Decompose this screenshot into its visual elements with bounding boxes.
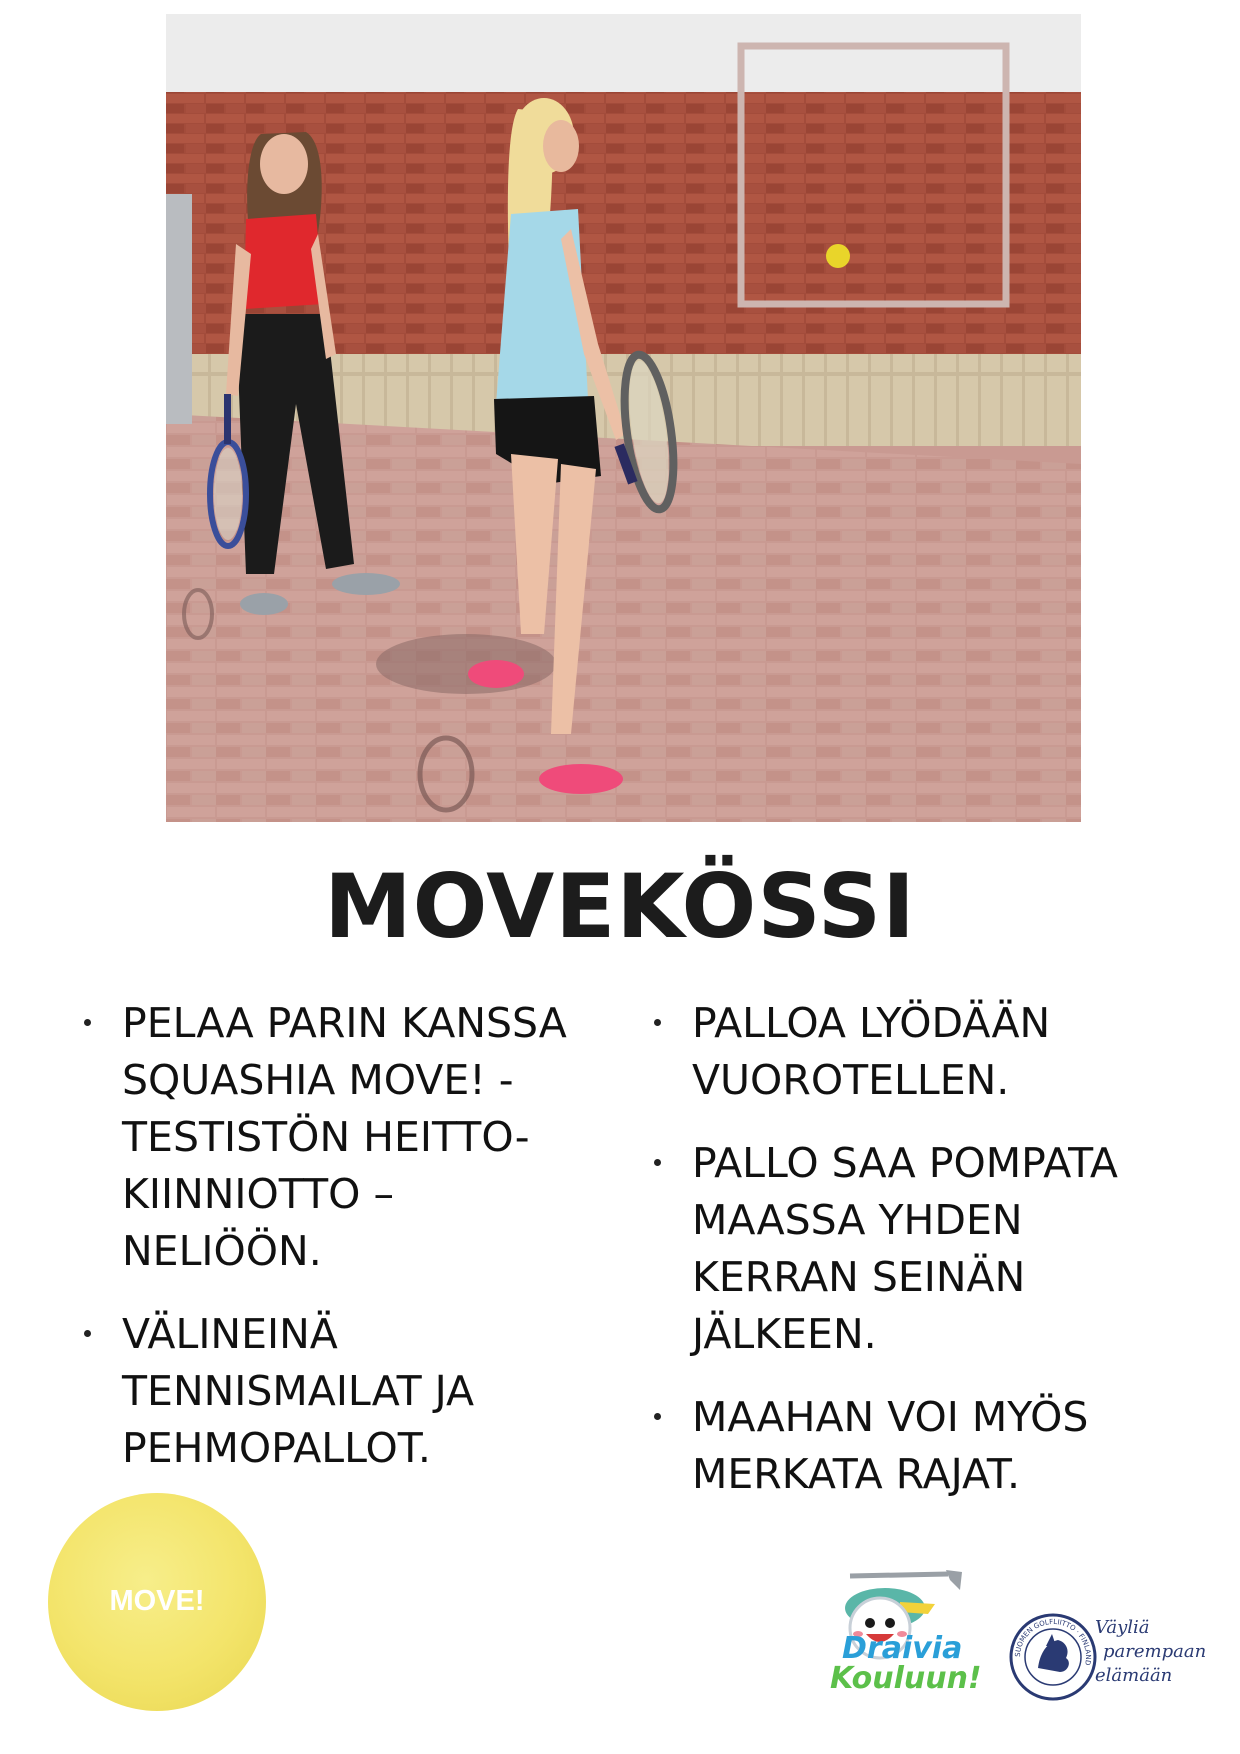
draivia-kouluun-logo bbox=[830, 1568, 980, 1700]
slogan bbox=[1095, 1616, 1235, 1688]
bullet-icon bbox=[84, 1019, 91, 1026]
list-item bbox=[78, 995, 598, 1280]
draivia-logo-line1: Draivia bbox=[842, 1631, 963, 1666]
ball-label: MOVE! bbox=[109, 1585, 205, 1617]
slogan-line-2: parempaan bbox=[1103, 1641, 1207, 1662]
list-item-text: PALLOA LYÖDÄÄN VUOROTELLEN. bbox=[692, 999, 1051, 1104]
list-item-text: PALLO SAA POMPATA MAASSA YHDEN KERRAN SEINÄN JÄLKEEN. bbox=[692, 1139, 1118, 1358]
bullet-icon bbox=[84, 1330, 91, 1337]
golf-federation-ring-text: SUOMEN GOLFLIITTO · FINLAND bbox=[1013, 1617, 1093, 1666]
hero-photo bbox=[166, 14, 1081, 822]
golf-federation-logo bbox=[1008, 1612, 1098, 1702]
golf-federation-seal-icon bbox=[1008, 1612, 1098, 1702]
list-item-text: PELAA PARIN KANSSA SQUASHIA MOVE! - TESTISTÖN HEITTO-KIINNIOTTO – NELIÖÖN. bbox=[122, 999, 567, 1275]
left-column bbox=[78, 995, 598, 1503]
list-item bbox=[648, 1389, 1168, 1503]
move-ball-logo bbox=[48, 1493, 266, 1711]
draivia-logo-line2: Kouluun! bbox=[830, 1661, 982, 1696]
right-bullet-list bbox=[648, 995, 1168, 1503]
left-bullet-list bbox=[78, 995, 598, 1477]
bullet-icon bbox=[654, 1159, 661, 1166]
bullet-icon bbox=[654, 1413, 661, 1420]
list-item bbox=[78, 1306, 598, 1477]
list-item-text: VÄLINEINÄ TENNISMAILAT JA PEHMOPALLOT. bbox=[122, 1310, 475, 1472]
right-column bbox=[648, 995, 1168, 1529]
list-item bbox=[648, 1135, 1168, 1363]
slogan-line-3: elämään bbox=[1095, 1665, 1173, 1686]
slogan-line-1: Väyliä bbox=[1095, 1617, 1150, 1638]
hero-photo-illustration bbox=[166, 14, 1081, 822]
list-item bbox=[648, 995, 1168, 1109]
page-title: MOVEKÖSSI bbox=[324, 855, 916, 958]
bullet-icon bbox=[654, 1019, 661, 1026]
list-item-text: MAAHAN VOI MYÖS MERKATA RAJAT. bbox=[692, 1393, 1089, 1498]
